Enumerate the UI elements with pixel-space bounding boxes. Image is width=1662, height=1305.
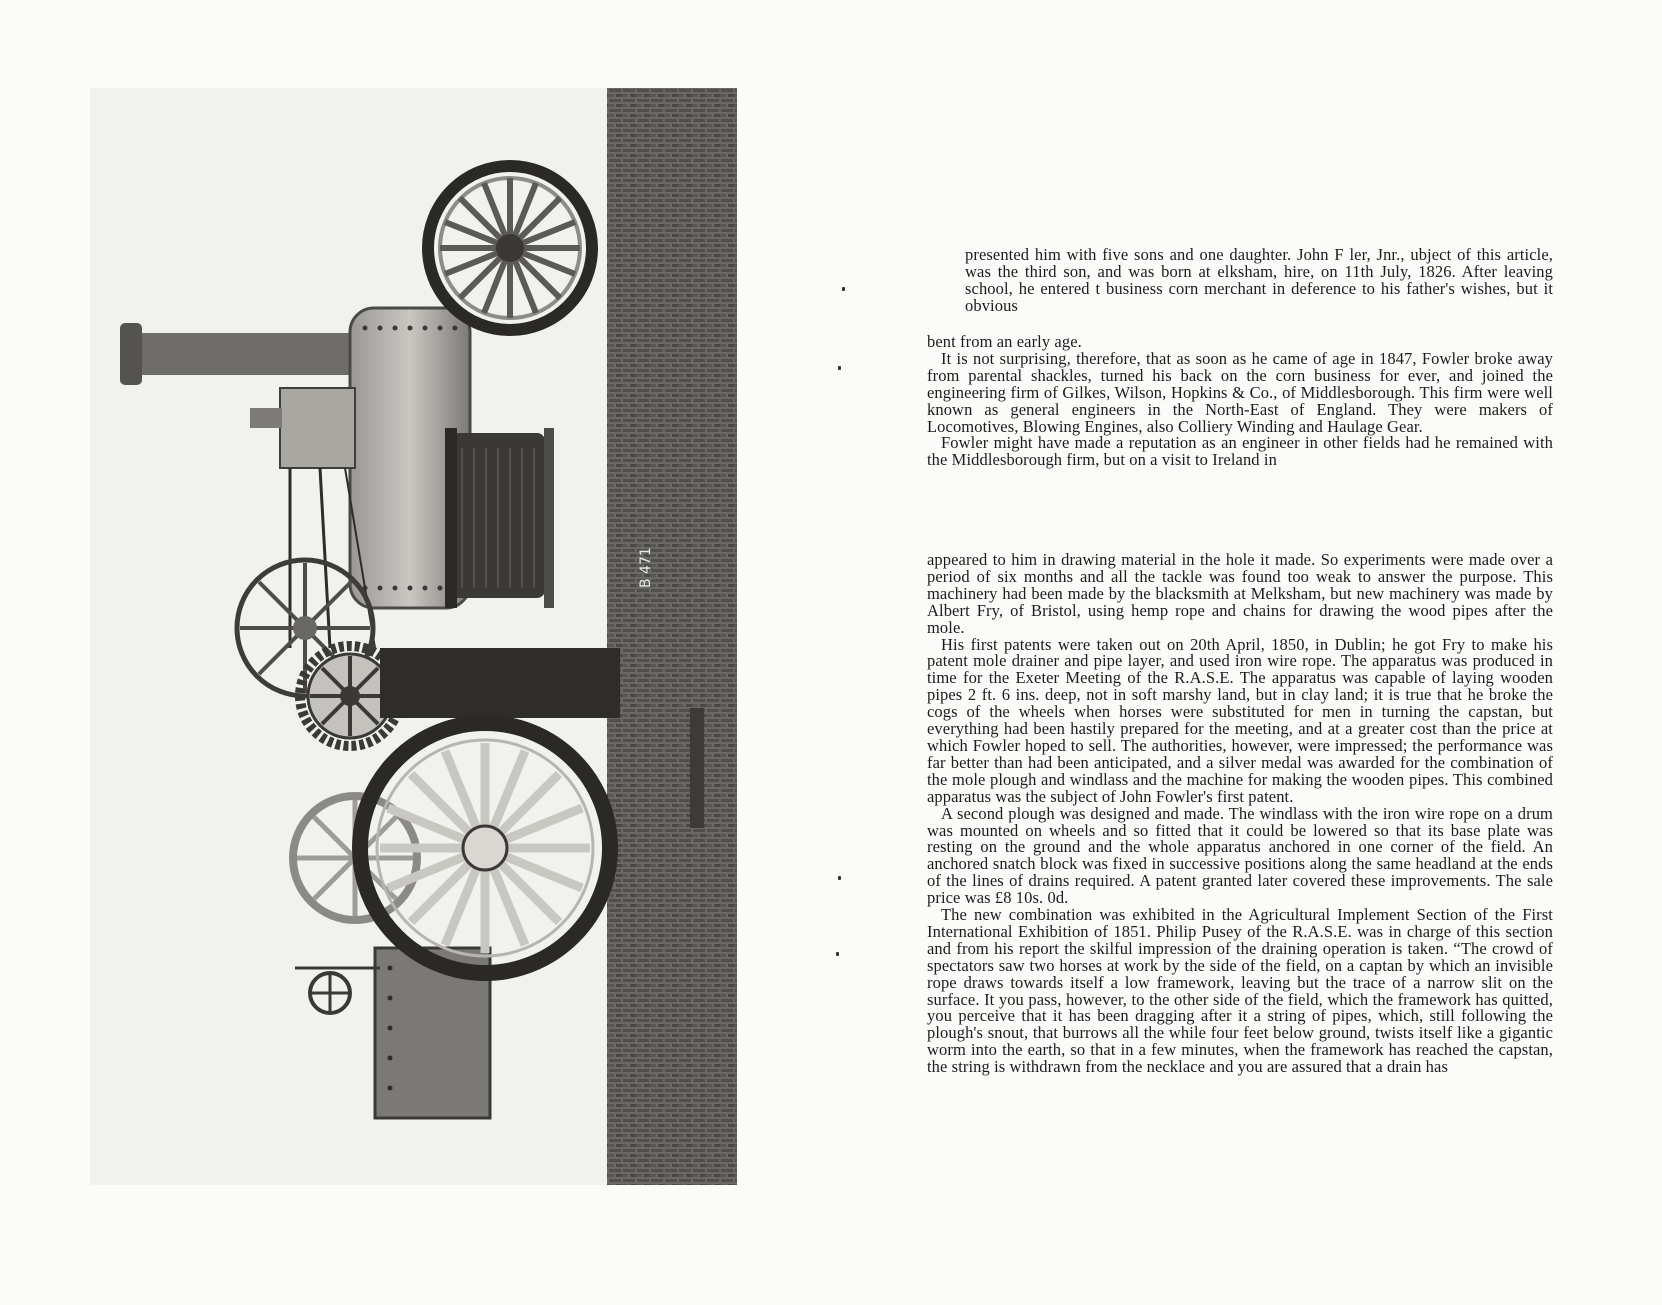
paragraph: It is not surprising, therefore, that as soon as he came of age in 1847, Fowler broke away from parental shackles, turned his back on the corn business for ever, and joined the engineering firm of Gilkes, Wilson, Hopkins & Co., of Middlesborough. This firm were well known as general engineers in the North-East of England. They were makers of Locomotives, Blowing Engines, also Colliery Winding and Haulage Gear. xyxy=(927,348,1553,436)
paragraph: bent from an early age. xyxy=(927,332,1082,351)
wall-grate xyxy=(690,708,704,828)
margin-mark xyxy=(838,366,841,370)
paragraph: A second plough was designed and made. The windlass with the iron wire rope on a drum was mounted on wheels and so fitted that it could be lowered so that its base plate was resting on the ground and the whole apparatus anchored in one corner of the field. An anchored snatch block was fixed in successive positions along the same headland at the ends of the lines of drains required. A patent granted later covered these improvements. The sale price was £8 10s. 0d. xyxy=(927,803,1553,908)
text-middle-block xyxy=(927,334,1553,469)
text-lower-block xyxy=(927,552,1553,1076)
paragraph: His first patents were taken out on 20th April, 1850, in Dublin; he got Fry to make his patent mole drainer and pipe layer, and used iron wire rope. The apparatus was produced in time for the Exeter Meeting of the R.A.S.E. The apparatus was capable of laying wooden pipes 2 ft. 6 ins. deep, not in soft marshy land, but in clay land; it is true that he broke the cogs of the wheels when horses were substituted for men in turning the capstan, but everything had been hastily prepared for the meeting, and at a greater cost than the price at which Fowler hoped to sell. The authorities, however, were impressed; the performance was far better than had been anticipated, and a silver medal was awarded for the combination of the mole plough and windlass and the machine for making the wooden pipes. This combined apparatus was the subject of John Fowler's first patent. xyxy=(927,634,1553,806)
margin-mark xyxy=(836,952,839,956)
paragraph: The new combination was exhibited in the Agricultural Implement Section of the First International Exhibition of 1851. Philip Pusey of the R.A.S.E. was in charge of this section and from his report the skilful impression of the draining operation is taken. “The crowd of spectators saw two horses at work by the side of the field, on a captan by which an invisible rope draws towards itself a low framework, leaving but the trace of a narrow slit on the surface. It you pass, however, to the other side of the field, which the framework has quitted, you perceive that it has been dragging after it a string of pipes, which, still following the plough's snout, that burrows all the while four feet below ground, twists itself like a gigantic worm into the earth, so that in a few minutes, when the framework has reached the capstan, the string is withdrawn from the necklace and you are assured that a drain has xyxy=(927,905,1553,1077)
engine-illustration xyxy=(90,88,737,1185)
margin-mark xyxy=(838,876,841,880)
paragraph: appeared to him in drawing material in the hole it made. So experiments were made over a period of six months and all the tackle was found too weak to answer the purpose. This machinery had been made by the blacksmith at Melksham, but new machinery was made by Albert Fry, of Bristol, using hemp rope and chains for drawing the wood pipes after the mole. xyxy=(927,550,1553,637)
margin-mark xyxy=(842,287,845,291)
engine-photograph xyxy=(90,88,737,1185)
text-top-block xyxy=(965,247,1553,315)
paragraph: Fowler might have made a reputation as an engineer in other fields had he remained with the Middlesborough firm, but on a visit to Ireland in xyxy=(927,433,1553,470)
paragraph: presented him with five sons and one daughter. John F ler, Jnr., ubject of this article, was the third son, and was born at elksham, hire, on 11th July, 1826. After leaving school, he entered t business corn merchant in deference to his father's wishes, but it obvious xyxy=(965,245,1553,315)
photo-stamp: B 471 xyxy=(638,547,654,588)
